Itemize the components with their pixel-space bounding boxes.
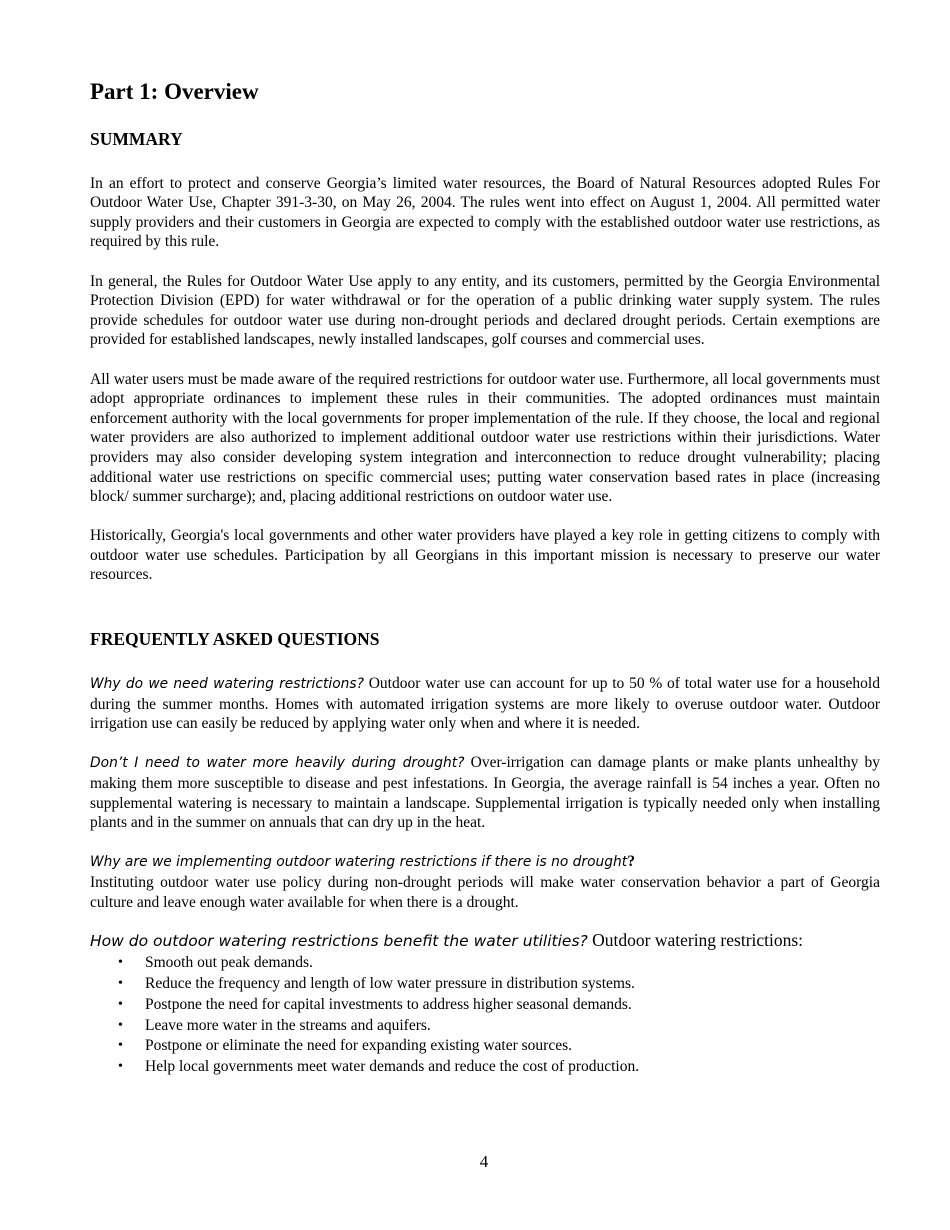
faq-question-3: Why are we implementing outdoor watering restrictions if there is no drought [90,854,628,871]
faq-item-3 [90,852,880,912]
list-item [118,953,880,974]
bullet-icon: • [118,1017,123,1033]
list-item-text: Leave more water in the streams and aquifers. [145,1016,431,1034]
summary-paragraph-1: In an effort to protect and conserve Georgia’s limited water resources, the Board of Natural Resources adopted Rules For Outdoor Water Use, Chapter 391-3-30, on May 26, 2004. The rules went into effect on August 1, 2004. All permitted water supply providers and their customers in Georgia are expected to comply with the established outdoor water use restrictions, as required by this rule. [90,174,880,251]
faq-answer-4-lead: Outdoor watering restrictions: [587,930,804,951]
list-item-text: Postpone the need for capital investments to address higher seasonal demands. [145,995,632,1013]
list-item [118,974,880,995]
faq-answer-1: Outdoor water use can account for up to 50 % of total water use for a household during the summer months. Homes with automated irrigation systems are more likely to overuse outdoor water. Outdoor irrigation use can easily be reduced by applying water only when and where it is needed. [90,675,880,733]
faq-heading: FREQUENTLY ASKED QUESTIONS [90,629,380,650]
faq-answer-2: Over-irrigation can damage plants or make plants unhealthy by making them more susceptible to disease and pest infestations. In Georgia, the average rainfall is 54 inches a year. Often no supplemental watering is necessary to maintain a landscape. Supplemental irrigation is typically needed only when installing plants and in the summer on annuals that can dry up in the heat. [90,754,881,832]
bullet-icon: • [118,996,123,1012]
list-item-text: Reduce the frequency and length of low water pressure in distribution systems. [145,974,635,992]
faq-question-1: Why do we need watering restrictions? [90,676,364,693]
faq-answer-3: Instituting outdoor water use policy during non-drought periods will make water conservation behavior a part of Georgia culture and leave enough water available for when there is a drought. [90,874,880,911]
document-page [90,78,880,1078]
faq-item-2 [90,753,880,832]
faq-question-2: Don’t I need to water more heavily during drought? [90,755,465,772]
summary-paragraph-4: Historically, Georgia's local governments and other water providers have played a key role in getting citizens to comply with outdoor water use schedules. Participation by all Georgians in this important mission is necessary to preserve our water resources. [90,527,880,584]
summary-paragraph-3: All water users must be made aware of the required restrictions for outdoor water use. Furthermore, all local governments must adopt appropriate ordinances to implement these rules in their communities. The adopted ordinances must maintain enforcement authority with the local governments for proper implementation of the rule. If they choose, the local and regional water providers are also authorized to implement additional outdoor water use restrictions within their jurisdictions. Water providers may also consider developing system integration and interconnection to reduce drought vulnerability; placing additional water use restrictions on specific commercial uses; putting water conservation based rates in place (increasing block/ summer surcharge); and, placing additional restrictions on outdoor water use. [90,370,880,506]
list-item-text: Help local governments meet water demands and reduce the cost of production. [145,1058,640,1076]
summary-paragraph-2: In general, the Rules for Outdoor Water Use apply to any entity, and its customers, permitted by the Georgia Environmental Protection Division (EPD) for water withdrawal or for the operation of a public drinking water supply system. The rules provide schedules for outdoor water use during non-drought periods and declared drought periods. Certain exemptions are provided for established landscapes, newly installed landscapes, golf courses and commercial uses. [90,272,880,349]
list-item-text: Smooth out peak demands. [145,954,313,972]
bullet-icon: • [118,955,123,971]
bullet-icon: • [118,1038,123,1054]
list-item [118,1057,880,1078]
bullet-icon: • [118,975,123,991]
faq-item-1 [90,674,880,734]
bullet-icon: • [118,1059,123,1075]
faq-question-4: How do outdoor watering restrictions benefit the water utilities? [90,932,588,951]
page-number: 4 [479,1152,489,1171]
faq-question-3-mark: ? [627,853,635,871]
list-item-text: Postpone or eliminate the need for expanding existing water sources. [145,1037,572,1055]
page-title: Part 1: Overview [90,79,259,104]
list-item [118,1016,880,1037]
faq-item-4 [90,930,880,952]
benefits-list [90,953,880,1078]
list-item [118,1036,880,1057]
list-item [118,995,880,1016]
summary-heading: SUMMARY [90,128,183,149]
